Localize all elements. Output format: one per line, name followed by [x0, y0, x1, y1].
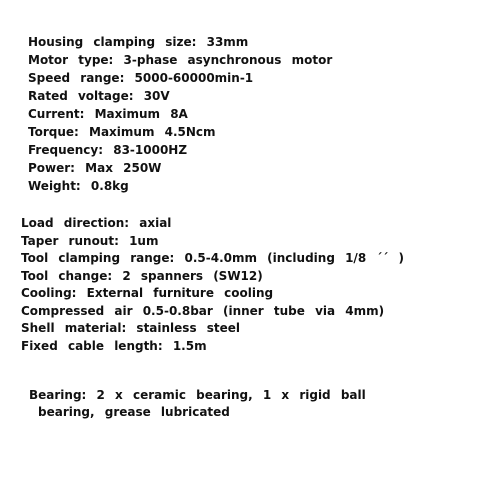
spec-line-voltage: Rated voltage: 30V	[28, 89, 170, 103]
spec-line-bearing: Bearing: 2 x ceramic bearing, 1 x rigid ball	[29, 388, 366, 402]
spec-line-clamping-range: Tool clamping range: 0.5-4.0mm (including 1/8 ´´ )	[21, 251, 405, 265]
spec-line-frequency: Frequency: 83-1000HZ	[28, 143, 188, 157]
spec-line-cable-length: Fixed cable length: 1.5m	[21, 339, 207, 353]
spec-line-compressed-air: Compressed air 0.5-0.8bar (inner tube via 4mm)	[21, 304, 385, 318]
spec-line-power: Power: Max 250W	[28, 161, 162, 175]
spec-line-housing: Housing clamping size: 33mm	[28, 35, 249, 49]
spec-line-load-direction: Load direction: axial	[21, 216, 172, 230]
spec-line-current: Current: Maximum 8A	[28, 107, 188, 121]
spec-line-weight: Weight: 0.8kg	[28, 179, 129, 193]
spec-line-motor-type: Motor type: 3-phase asynchronous motor	[28, 53, 333, 67]
spec-line-cooling: Cooling: External furniture cooling	[21, 286, 274, 300]
spec-line-torque: Torque: Maximum 4.5Ncm	[28, 125, 216, 139]
spec-line-bearing-cont: bearing, grease lubricated	[38, 405, 230, 419]
spec-line-speed: Speed range: 5000-60000min-1	[28, 71, 254, 85]
spec-line-shell-material: Shell material: stainless steel	[21, 321, 241, 335]
spec-line-tool-change: Tool change: 2 spanners (SW12)	[21, 269, 263, 283]
spec-line-taper-runout: Taper runout: 1um	[21, 234, 159, 248]
